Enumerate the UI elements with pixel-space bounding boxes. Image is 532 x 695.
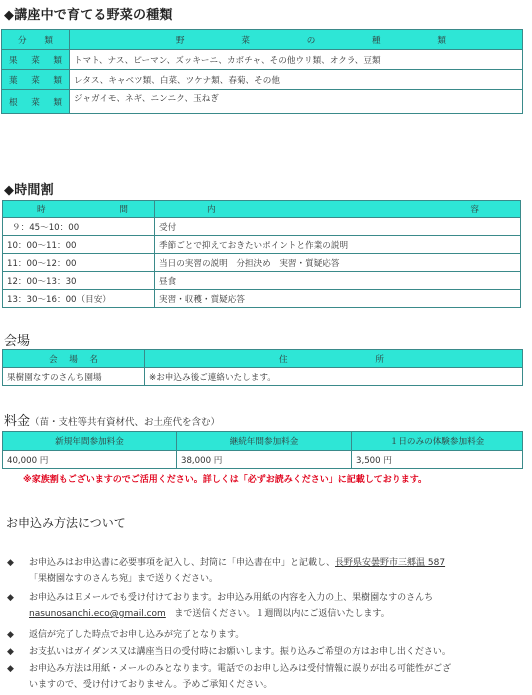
- bullet-icon: ◆: [7, 630, 14, 640]
- veg-table: [1, 29, 523, 114]
- fee-title: 料金: [4, 414, 31, 429]
- fee-table: [2, 431, 523, 469]
- fee-family-discount-note: ※家族割もございますのでご活用ください。詳しくは「必ずお読みください」に記載しております。: [23, 475, 428, 485]
- apply-item-3: ◆ 返信が完了した時点でお申し込みが完了となります。: [29, 627, 529, 643]
- schedule-row: 13：30〜16：00（目安） 実習・収穫・質疑応答: [3, 290, 521, 308]
- veg-section-title: ◆講座中で育てる野菜の種類: [4, 8, 173, 23]
- veg-row-text: ジャガイモ、ネギ、ニンニク、玉ねぎ: [70, 90, 523, 114]
- fee-section-title: [4, 410, 220, 429]
- veg-header-kind: 野 菜 の 種 類: [70, 30, 523, 50]
- veg-header-category: 分 類: [2, 30, 70, 50]
- email-link[interactable]: nasunosanchi.eco@gmail.com: [29, 609, 166, 619]
- mailing-address: 長野県安曇野市三郷温 587: [335, 558, 446, 568]
- apply-item-2: ◆ お申込みはＥメールでも受け付けております。お申込み用紙の内容を入力の上、果樹園なすのさんち nasunosanchi.eco@gmail.com まで送信ください。１週間以内にご返信いたします。: [29, 590, 529, 622]
- schedule-table: [2, 200, 521, 308]
- bullet-icon: ◆: [7, 664, 14, 674]
- schedule-row: 10：00〜11：00 季節ごとで抑えておきたいポイントと作業の説明: [3, 236, 521, 254]
- apply-item-5: ◆ お申込み方法は用紙・メールのみとなります。電話でのお申し込みは受付情報に誤りが出る可能性がござ いますので、受け付けておりません。予めご承知ください。: [29, 661, 529, 693]
- apply-item-1: ◆ お申込みはお申込書に必要事項を記入し、封筒に「申込書在中」と記載し、長野県安曇野市三郷温 587 「果樹園なすのさんち宛」まで送りください。: [29, 555, 529, 587]
- fee-value-trial: 3,500 円: [352, 451, 523, 469]
- bullet-icon: ◆: [7, 558, 14, 568]
- venue-name: 果樹園なすのさんち園場: [3, 368, 145, 386]
- venue-table: [2, 349, 523, 386]
- fee-header-continue: 継続年間参加料金: [177, 432, 352, 451]
- schedule-header-content: 内 容: [155, 201, 521, 218]
- apply-section-title: お申込み方法について: [6, 516, 126, 530]
- venue-address: ※お申込み後ご連絡いたします。: [145, 368, 523, 386]
- fee-header-trial: １日のみの体験参加料金: [352, 432, 523, 451]
- bullet-icon: ◆: [7, 647, 14, 657]
- veg-row: 果 菜 類 トマト、ナス、ピーマン、ズッキーニ、カボチャ、その他ウリ類、オクラ、豆類: [2, 50, 523, 70]
- veg-row: 葉 菜 類 レタス、キャベツ類、白菜、ツケナ類、春菊、その他: [2, 70, 523, 90]
- venue-header-name: 会 場 名: [3, 350, 145, 368]
- fee-value-new: 40,000 円: [3, 451, 177, 469]
- fee-header-new: 新規年間参加料金: [3, 432, 177, 451]
- veg-row-text: レタス、キャベツ類、白菜、ツケナ類、春菊、その他: [70, 70, 523, 90]
- veg-row-text: トマト、ナス、ピーマン、ズッキーニ、カボチャ、その他ウリ類、オクラ、豆類: [70, 50, 523, 70]
- fee-subtitle: （苗・支柱等共有資材代、お土産代を含む）: [30, 417, 221, 428]
- venue-section-title: 会場: [4, 334, 31, 349]
- venue-header-address: 住 所: [145, 350, 523, 368]
- bullet-icon: ◆: [7, 593, 14, 603]
- schedule-row: 12：00〜13：30 昼食: [3, 272, 521, 290]
- fee-value-continue: 38,000 円: [177, 451, 352, 469]
- apply-item-4: ◆ お支払いはガイダンス又は講座当日の受付時にお願いします。振り込みご希望の方はお申し出ください。: [29, 644, 529, 660]
- schedule-row: ９：45〜10：00 受付: [3, 218, 521, 236]
- schedule-row: 11：00〜12：00 当日の実習の説明 分担決め 実習・質疑応答: [3, 254, 521, 272]
- schedule-section-title: ◆時間割: [4, 183, 54, 198]
- schedule-header-time: 時 間: [3, 201, 155, 218]
- veg-row: 根 菜 類 ジャガイモ、ネギ、ニンニク、玉ねぎ: [2, 90, 523, 114]
